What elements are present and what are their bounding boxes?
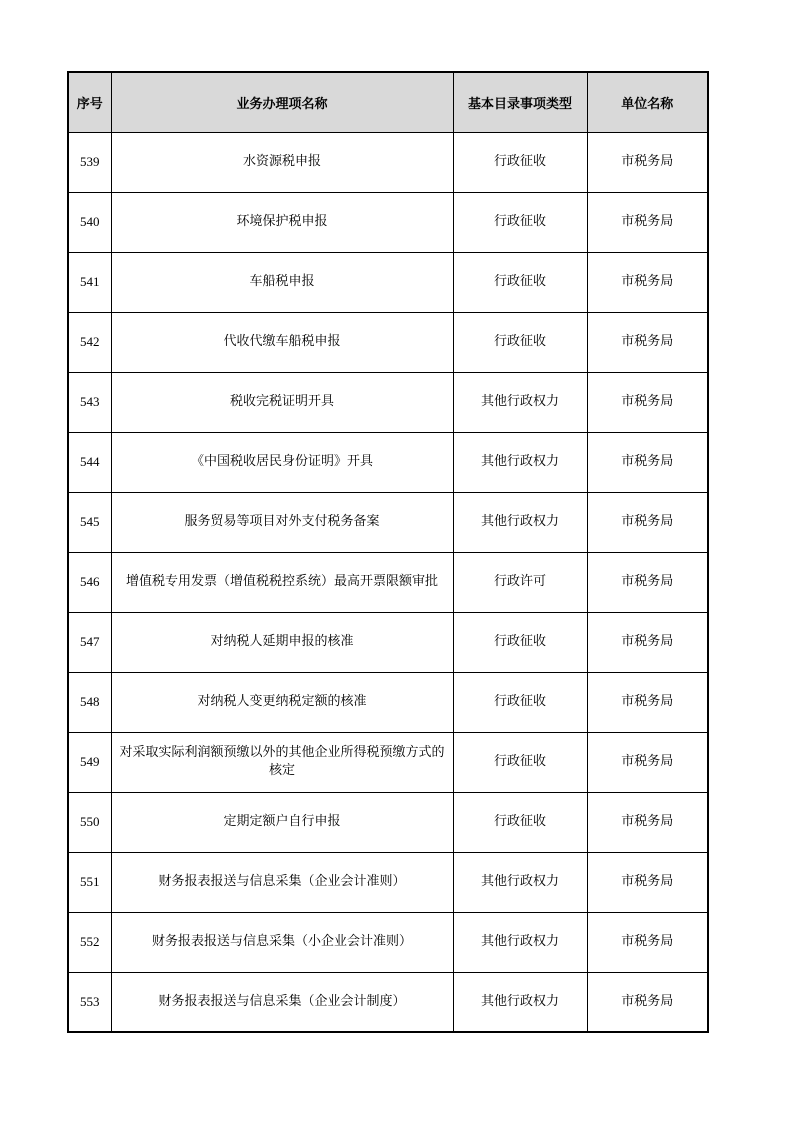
cell-item-type: 其他行政权力 [453,432,587,492]
cell-serial-number: 544 [68,432,111,492]
cell-item-type: 行政征收 [453,192,587,252]
cell-unit-name: 市税务局 [587,852,708,912]
table-row [68,252,708,312]
cell-serial-number: 550 [68,792,111,852]
cell-item-type: 行政征收 [453,612,587,672]
cell-unit-name: 市税务局 [587,732,708,792]
cell-item-name: 定期定额户自行申报 [111,792,453,852]
cell-serial-number: 542 [68,312,111,372]
cell-item-type: 其他行政权力 [453,492,587,552]
table-row [68,672,708,732]
table-row [68,732,708,792]
cell-item-name: 财务报表报送与信息采集（企业会计制度） [111,972,453,1032]
table-row [68,612,708,672]
cell-item-name: 代收代缴车船税申报 [111,312,453,372]
cell-unit-name: 市税务局 [587,432,708,492]
cell-serial-number: 539 [68,132,111,192]
cell-serial-number: 553 [68,972,111,1032]
cell-item-type: 其他行政权力 [453,852,587,912]
table-row [68,372,708,432]
service-items-table [67,71,709,1033]
table-body [68,132,708,1032]
table-row [68,552,708,612]
cell-item-type: 其他行政权力 [453,972,587,1032]
cell-item-type: 行政征收 [453,312,587,372]
table-row [68,132,708,192]
document-page [67,71,707,1033]
cell-unit-name: 市税务局 [587,912,708,972]
cell-item-name: 财务报表报送与信息采集（企业会计准则） [111,852,453,912]
cell-item-name: 水资源税申报 [111,132,453,192]
cell-unit-name: 市税务局 [587,672,708,732]
cell-item-name: 环境保护税申报 [111,192,453,252]
cell-item-name: 对采取实际利润额预缴以外的其他企业所得税预缴方式的核定 [111,732,453,792]
cell-item-name: 税收完税证明开具 [111,372,453,432]
cell-unit-name: 市税务局 [587,972,708,1032]
header-item-name: 业务办理项名称 [111,72,453,132]
cell-unit-name: 市税务局 [587,372,708,432]
header-item-type: 基本目录事项类型 [453,72,587,132]
cell-item-name: 车船税申报 [111,252,453,312]
cell-unit-name: 市税务局 [587,192,708,252]
cell-item-name: 对纳税人延期申报的核准 [111,612,453,672]
cell-item-name: 《中国税收居民身份证明》开具 [111,432,453,492]
table-row [68,972,708,1032]
cell-item-type: 其他行政权力 [453,372,587,432]
cell-serial-number: 543 [68,372,111,432]
cell-serial-number: 549 [68,732,111,792]
cell-serial-number: 548 [68,672,111,732]
cell-serial-number: 541 [68,252,111,312]
cell-serial-number: 540 [68,192,111,252]
cell-serial-number: 547 [68,612,111,672]
table-row [68,912,708,972]
cell-item-name: 财务报表报送与信息采集（小企业会计准则） [111,912,453,972]
table-row [68,792,708,852]
header-serial-number: 序号 [68,72,111,132]
table-row [68,312,708,372]
table-row [68,492,708,552]
cell-serial-number: 551 [68,852,111,912]
table-row [68,192,708,252]
cell-item-type: 行政征收 [453,252,587,312]
cell-unit-name: 市税务局 [587,132,708,192]
table-row [68,852,708,912]
cell-item-type: 其他行政权力 [453,912,587,972]
cell-item-type: 行政许可 [453,552,587,612]
cell-unit-name: 市税务局 [587,552,708,612]
table-row [68,432,708,492]
cell-serial-number: 552 [68,912,111,972]
cell-item-name: 对纳税人变更纳税定额的核准 [111,672,453,732]
cell-item-name: 增值税专用发票（增值税税控系统）最高开票限额审批 [111,552,453,612]
cell-item-type: 行政征收 [453,732,587,792]
cell-serial-number: 545 [68,492,111,552]
cell-item-type: 行政征收 [453,132,587,192]
cell-unit-name: 市税务局 [587,252,708,312]
table-header-row [68,72,708,132]
cell-item-name: 服务贸易等项目对外支付税务备案 [111,492,453,552]
cell-unit-name: 市税务局 [587,312,708,372]
cell-unit-name: 市税务局 [587,792,708,852]
cell-item-type: 行政征收 [453,792,587,852]
cell-serial-number: 546 [68,552,111,612]
cell-unit-name: 市税务局 [587,612,708,672]
cell-item-type: 行政征收 [453,672,587,732]
cell-unit-name: 市税务局 [587,492,708,552]
header-unit-name: 单位名称 [587,72,708,132]
